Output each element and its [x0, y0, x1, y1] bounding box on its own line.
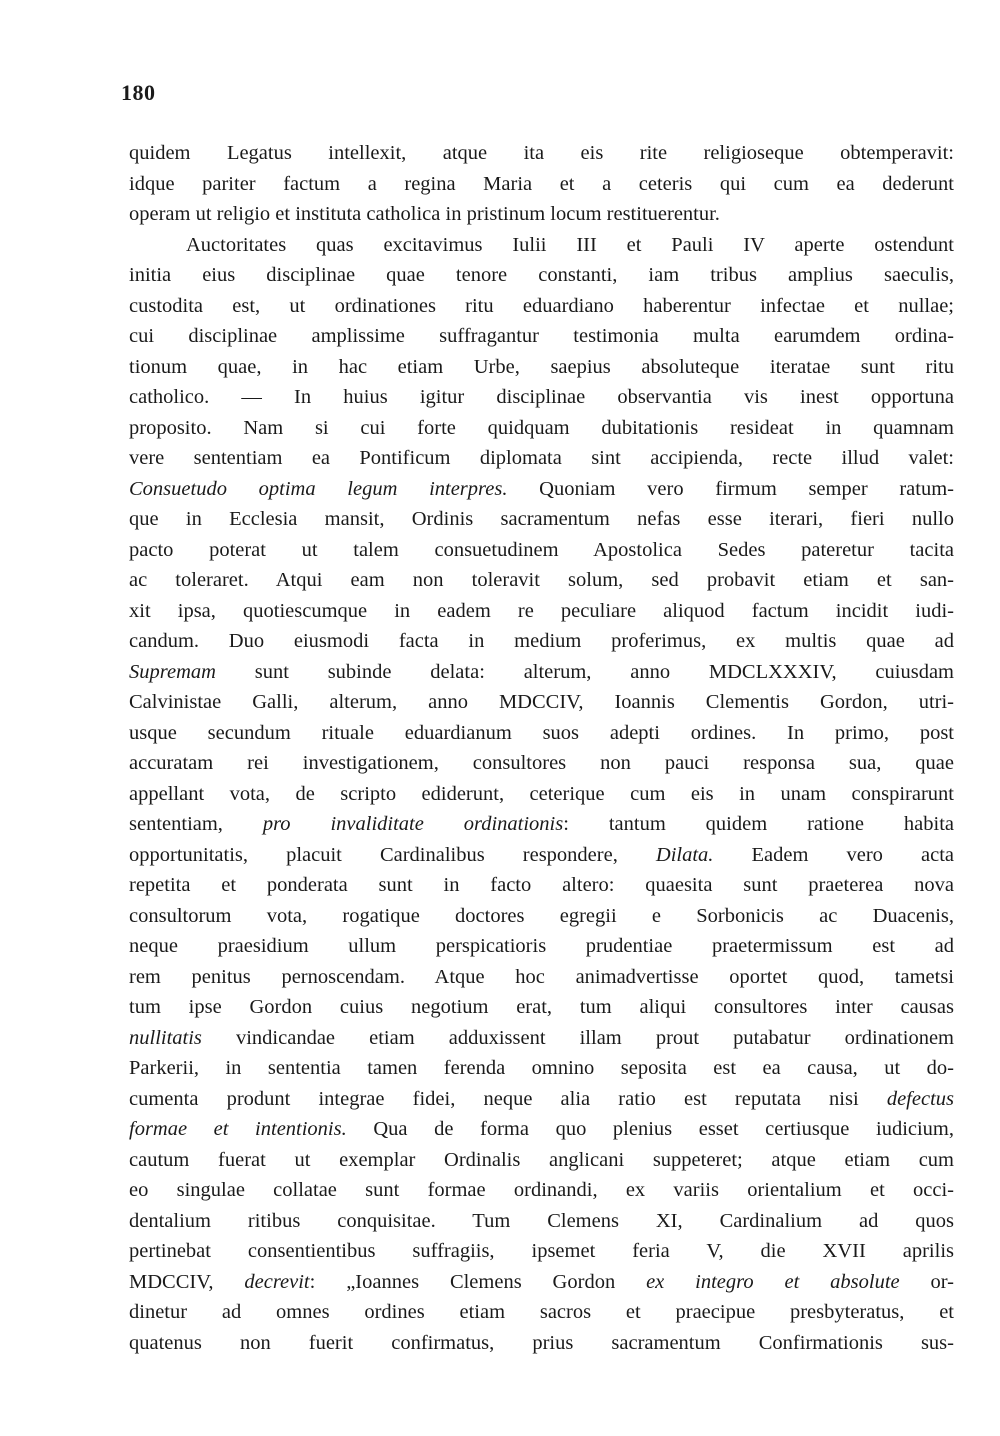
text-segment: tum ipse Gordon cuius negotium erat, tum aliqui consultores inter causas	[129, 996, 954, 1018]
text-line	[129, 413, 954, 444]
text-line	[129, 931, 954, 962]
body-text	[129, 138, 954, 1358]
text-line	[129, 199, 954, 230]
text-segment: cautum fuerat ut exemplar Ordinalis anglicani suppeteret; atque etiam cum	[129, 1148, 954, 1171]
text-line	[129, 535, 954, 566]
text-segment: repetita et ponderata sunt in facto altero: quaesita sunt praeterea nova	[129, 874, 954, 896]
text-segment: custodita est, ut ordinationes ritu eduardiano haberentur infectae et nullae;	[129, 294, 954, 317]
text-segment: pacto poterat ut talem consuetudinem Apostolica Sedes pateretur tacita	[129, 538, 954, 561]
text-line	[129, 809, 954, 840]
text-segment: xit ipsa, quotiescumque in eadem re peculiare aliquod factum incidit iudi-	[129, 599, 954, 622]
text-segment: que in Ecclesia mansit, Ordinis sacramentum nefas esse iterari, fieri nullo	[129, 508, 954, 530]
text-segment: appellant vota, de scripto ediderunt, ceterique cum eis in unam conspirarunt	[129, 782, 954, 805]
text-segment: quatenus non fuerit confirmatus, prius sacramentum Confirmationis sus-	[129, 1331, 954, 1354]
text-line	[129, 291, 954, 322]
text-segment: neque praesidium ullum perspicatioris prudentiae praetermissum est ad	[129, 935, 954, 957]
text-line	[129, 321, 954, 352]
text-segment: quidem Legatus intellexit, atque ita eis rite religioseque obtemperavit:	[129, 142, 954, 164]
text-segment: vindicandae etiam adduxissent illam prout putabatur ordinationem	[201, 1026, 954, 1049]
text-segment: pertinebat consentientibus suffragiis, ipsemet feria V, die XVII aprilis	[129, 1240, 954, 1262]
text-segment: or-	[899, 1270, 955, 1293]
text-segment: usque secundum rituale eduardianum suos adepti ordines. In primo, post	[129, 721, 954, 744]
text-segment: idque pariter factum a regina Maria et a ceteris qui cum ea dederunt	[129, 172, 954, 195]
text-line	[129, 1145, 954, 1176]
text-line	[129, 901, 954, 932]
text-line	[129, 230, 954, 261]
text-segment: eo singulae collatae sunt formae ordinandi, ex variis orientalium et occi-	[129, 1179, 954, 1201]
italic-text: decrevit	[244, 1270, 310, 1293]
italic-text: formae et intentionis.	[129, 1118, 347, 1140]
text-line	[129, 1267, 954, 1298]
italic-text: Dilata.	[655, 843, 714, 866]
text-line	[129, 870, 954, 901]
text-segment: Auctoritates quas excitavimus Iulii III et Pauli IV aperte ostendunt	[186, 233, 954, 256]
text-line	[129, 1175, 954, 1206]
text-segment: candum. Duo eiusmodi facta in medium proferimus, ex multis quae ad	[129, 630, 954, 652]
text-line	[129, 840, 954, 871]
text-line	[129, 779, 954, 810]
text-segment: dinetur ad omnes ordines etiam sacros et praecipue presbyteratus, et	[129, 1301, 954, 1323]
text-line	[129, 138, 954, 169]
text-segment: proposito. Nam si cui forte quidquam dubitationis resideat in quamnam	[129, 416, 954, 439]
text-segment: Eadem vero acta	[713, 843, 954, 866]
text-line	[129, 1236, 954, 1267]
text-segment: catholico. — In huius igitur disciplinae observantia vis inest opportuna	[129, 386, 954, 408]
text-line	[129, 748, 954, 779]
text-segment: dentalium ritibus conquisitae. Tum Clemens XI, Cardinalium ad quos	[129, 1209, 954, 1232]
italic-text: ex integro et absolute	[646, 1270, 900, 1293]
text-segment: ac toleraret. Atqui eam non toleravit solum, sed probavit etiam et san-	[129, 569, 954, 591]
text-segment: : tantum quidem ratione habita	[563, 813, 954, 835]
text-segment: vere sententiam ea Pontificum diplomata sint accipienda, recte illud valet:	[129, 447, 954, 469]
text-line	[129, 657, 954, 688]
text-segment: MDCCIV,	[129, 1270, 245, 1293]
page-number: 180	[121, 80, 156, 105]
text-line	[129, 504, 954, 535]
text-segment: : „Ioannes Clemens Gordon	[309, 1270, 647, 1293]
text-line	[129, 1114, 954, 1145]
italic-text: defectus	[886, 1087, 954, 1110]
text-line	[129, 1053, 954, 1084]
text-line	[129, 1084, 954, 1115]
text-line	[129, 1023, 954, 1054]
text-line	[129, 260, 954, 291]
text-line	[129, 443, 954, 474]
text-segment: consultorum vota, rogatique doctores egregii e Sorbonicis ac Duacenis,	[129, 904, 954, 927]
italic-text: Consuetudo optima legum interpres.	[129, 477, 508, 500]
text-segment: Calvinistae Galli, alterum, anno MDCCIV, Ioannis Clementis Gordon, utri-	[129, 691, 954, 713]
text-line	[129, 1297, 954, 1328]
text-segment: rem penitus pernoscendam. Atque hoc animadvertisse oportet quod, tametsi	[129, 965, 954, 988]
text-line	[129, 718, 954, 749]
text-line	[129, 596, 954, 627]
text-line	[129, 1206, 954, 1237]
text-segment: tionum quae, in hac etiam Urbe, saepius absoluteque iteratae sunt ritu	[129, 355, 954, 378]
text-line	[129, 687, 954, 718]
text-segment: cumenta produnt integrae fidei, neque alia ratio est reputata nisi	[129, 1087, 887, 1110]
text-segment: accuratam rei investigationem, consultores non pauci responsa sua, quae	[129, 752, 954, 774]
text-line	[129, 992, 954, 1023]
text-segment: operam ut religio et instituta catholica in pristinum locum restituerentur.	[129, 203, 720, 225]
italic-text: nullitatis	[129, 1026, 202, 1049]
text-segment: sententiam,	[129, 813, 263, 835]
text-line	[129, 962, 954, 993]
text-line	[129, 565, 954, 596]
text-line	[129, 626, 954, 657]
text-line	[129, 474, 954, 505]
text-line	[129, 169, 954, 200]
text-segment: Qua de forma quo plenius esset certiusque iudicium,	[346, 1118, 955, 1140]
text-line	[129, 352, 954, 383]
text-segment: sunt subinde delata: alterum, anno MDCLXXXIV, cuiusdam	[215, 660, 954, 683]
text-segment: cui disciplinae amplissime suffragantur testimonia multa earumdem ordina-	[129, 325, 954, 347]
text-segment: initia eius disciplinae quae tenore constanti, iam tribus amplius saeculis,	[129, 264, 954, 286]
italic-text: pro invaliditate ordinationis	[262, 813, 564, 835]
text-segment: Parkerii, in sententia tamen ferenda omnino seposita est ea causa, ut do-	[129, 1057, 954, 1079]
text-line	[129, 382, 954, 413]
text-segment: Quoniam vero firmum semper ratum-	[507, 477, 954, 500]
italic-text: Supremam	[129, 660, 216, 683]
text-segment: opportunitatis, placuit Cardinalibus respondere,	[129, 843, 656, 866]
text-line	[129, 1328, 954, 1359]
